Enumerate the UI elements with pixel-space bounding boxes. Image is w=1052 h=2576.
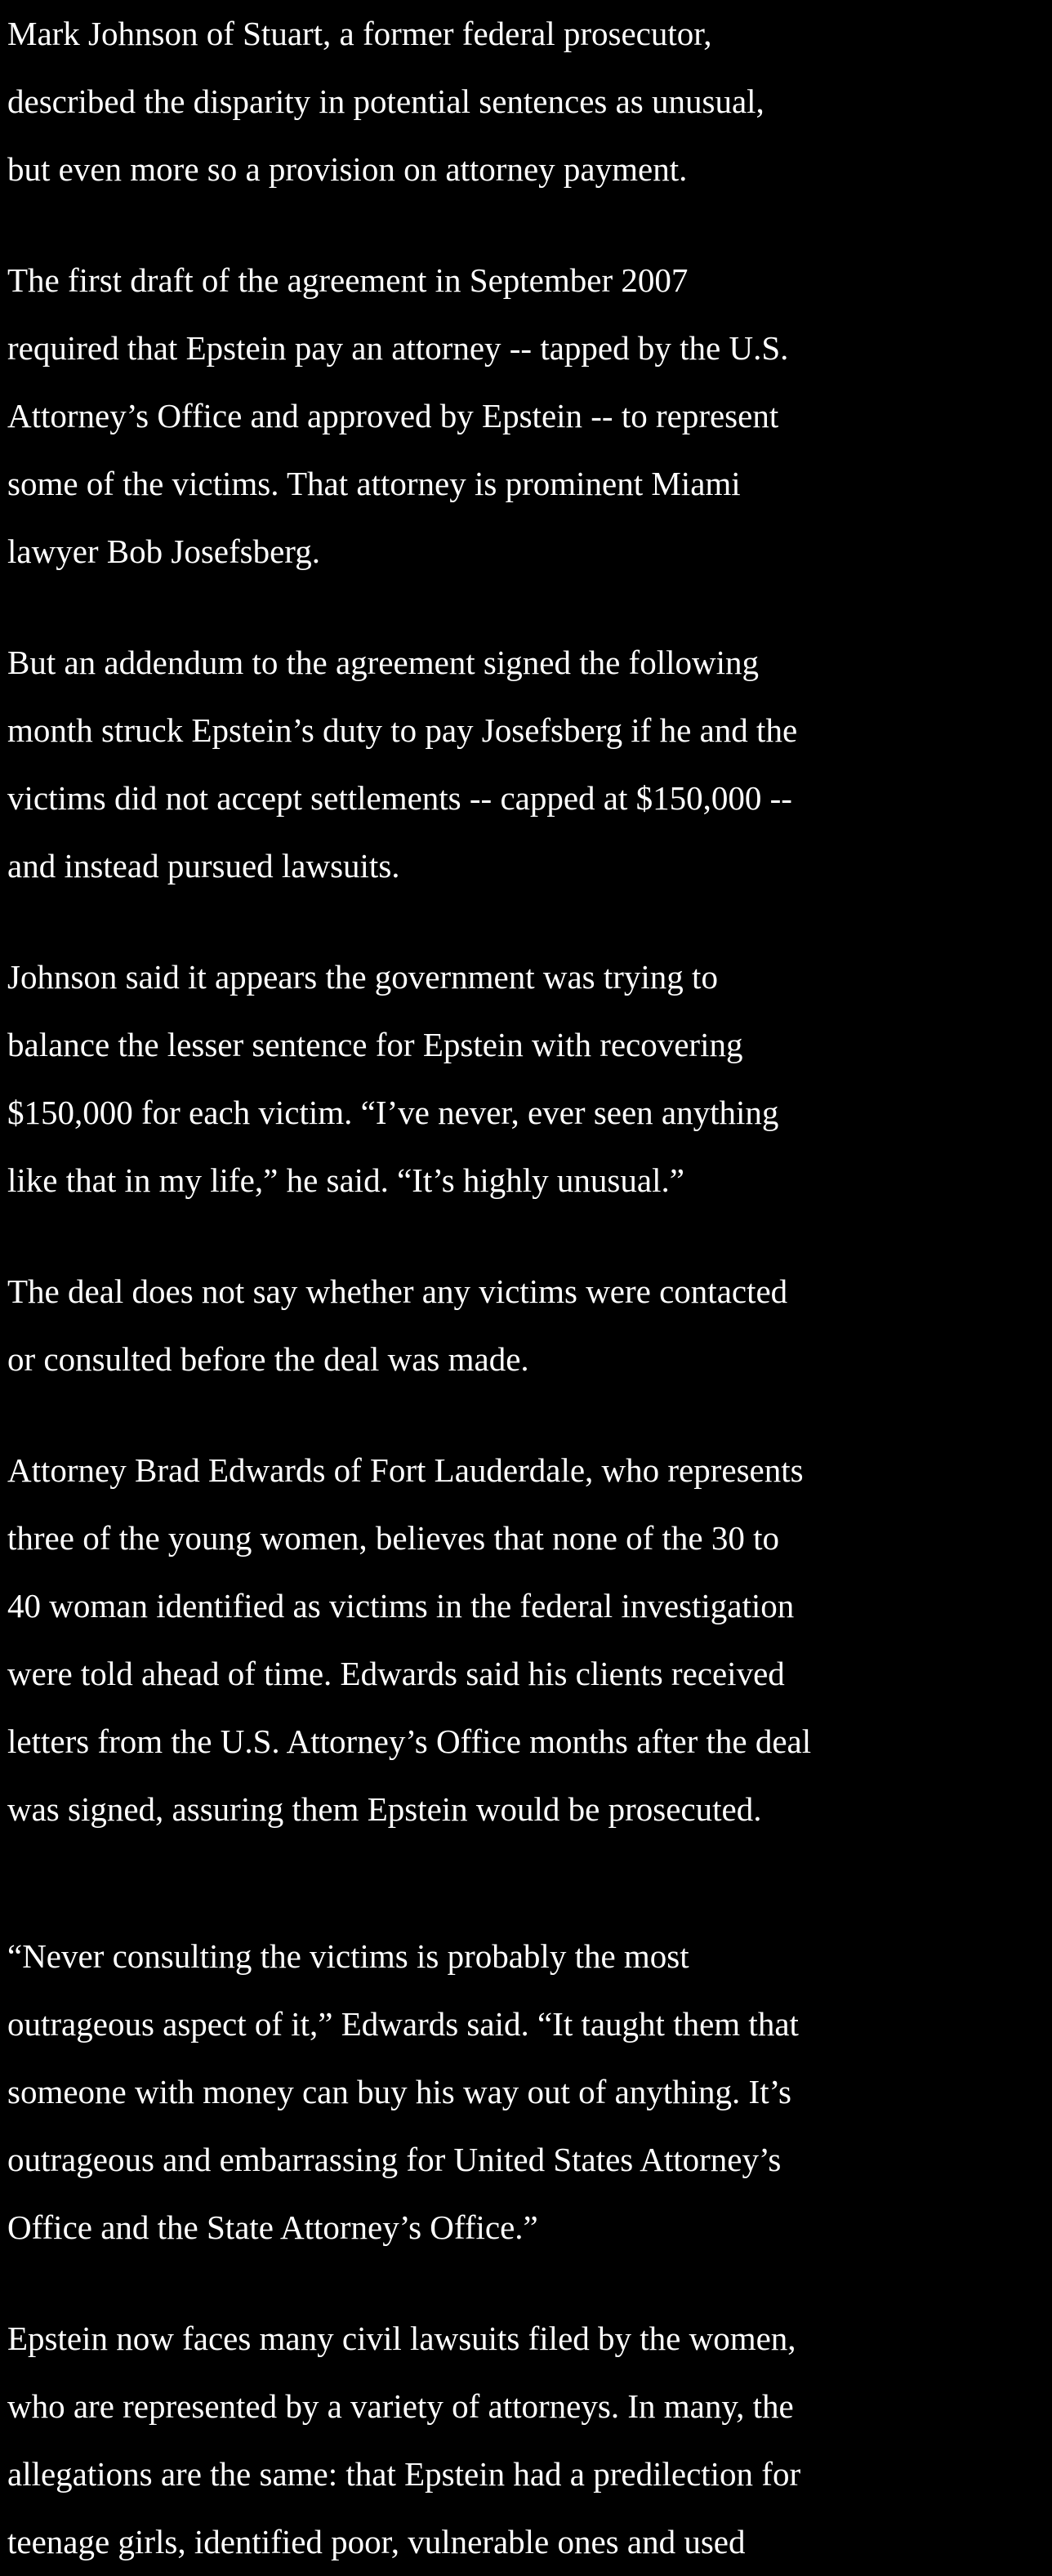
text-line: The first draft of the agreement in September 2007 [7,261,689,299]
text-line: Mark Johnson of Stuart, a former federal prosecutor, [7,15,712,52]
text-line: and instead pursued lawsuits. [7,847,400,885]
paragraph-spacer [7,1843,1052,1923]
text-line: three of the young women, believes that none of the 30 to [7,1519,780,1557]
paragraph-edwards-quote [7,1923,1052,2262]
text-line: some of the victims. That attorney is prominent Miami [7,465,741,502]
text-line: $150,000 for each victim. “I’ve never, ever seen anything [7,1094,779,1131]
text-line: someone with money can buy his way out of anything. It’s [7,2073,791,2110]
text-line: “Never consulting the victims is probably the most [7,1937,689,1975]
paragraph-johnson-intro [7,0,1052,203]
text-line: The deal does not say whether any victims were contacted [7,1272,788,1310]
text-line: balance the lesser sentence for Epstein with recovering [7,1026,743,1063]
text-line: 40 woman identified as victims in the federal investigation [7,1587,795,1624]
text-line: were told ahead of time. Edwards said his clients received [7,1655,785,1692]
text-line: teenage girls, identified poor, vulnerable ones and used [7,2523,746,2560]
text-line: Attorney Brad Edwards of Fort Lauderdale, who represents [7,1451,804,1489]
paragraph-johnson-quote [7,943,1052,1214]
text-line: But an addendum to the agreement signed the following [7,644,759,681]
text-line: required that Epstein pay an attorney -- tapped by the U.S. [7,329,789,367]
paragraph-spacer [7,900,1052,943]
paragraph-addendum [7,629,1052,900]
text-line: who are represented by a variety of attorneys. In many, the [7,2387,794,2425]
article-body [7,0,1052,2576]
text-line: Johnson said it appears the government was trying to [7,958,718,996]
paragraph-victims-contacted [7,1258,1052,1393]
text-line: letters from the U.S. Attorney’s Office months after the deal [7,1723,812,1760]
paragraph-spacer [7,203,1052,247]
text-line: allegations are the same: that Epstein had a predilection for [7,2455,801,2493]
text-line: victims did not accept settlements -- capped at $150,000 -- [7,779,792,817]
text-line: or consulted before the deal was made. [7,1340,529,1378]
text-line: Epstein now faces many civil lawsuits filed by the women, [7,2320,796,2357]
text-line: month struck Epstein’s duty to pay Josefsberg if he and the [7,711,798,749]
paragraph-spacer [7,1214,1052,1258]
paragraph-first-draft [7,247,1052,586]
text-line: but even more so a provision on attorney payment. [7,150,688,188]
paragraph-civil-lawsuits [7,2305,1052,2576]
text-line: described the disparity in potential sentences as unusual, [7,82,764,120]
text-line: outrageous aspect of it,” Edwards said. “It taught them that [7,2005,799,2043]
text-line: like that in my life,” he said. “It’s highly unusual.” [7,1161,684,1199]
paragraph-spacer [7,586,1052,629]
paragraph-spacer [7,2262,1052,2305]
text-line: was signed, assuring them Epstein would be prosecuted. [7,1790,762,1828]
text-line: Office and the State Attorney’s Office.” [7,2208,538,2246]
text-line: outrageous and embarrassing for United States Attorney’s [7,2141,782,2178]
text-line: lawyer Bob Josefsberg. [7,533,320,570]
paragraph-spacer [7,1393,1052,1437]
text-line: Attorney’s Office and approved by Epstein -- to represent [7,397,779,435]
paragraph-edwards [7,1437,1052,1843]
